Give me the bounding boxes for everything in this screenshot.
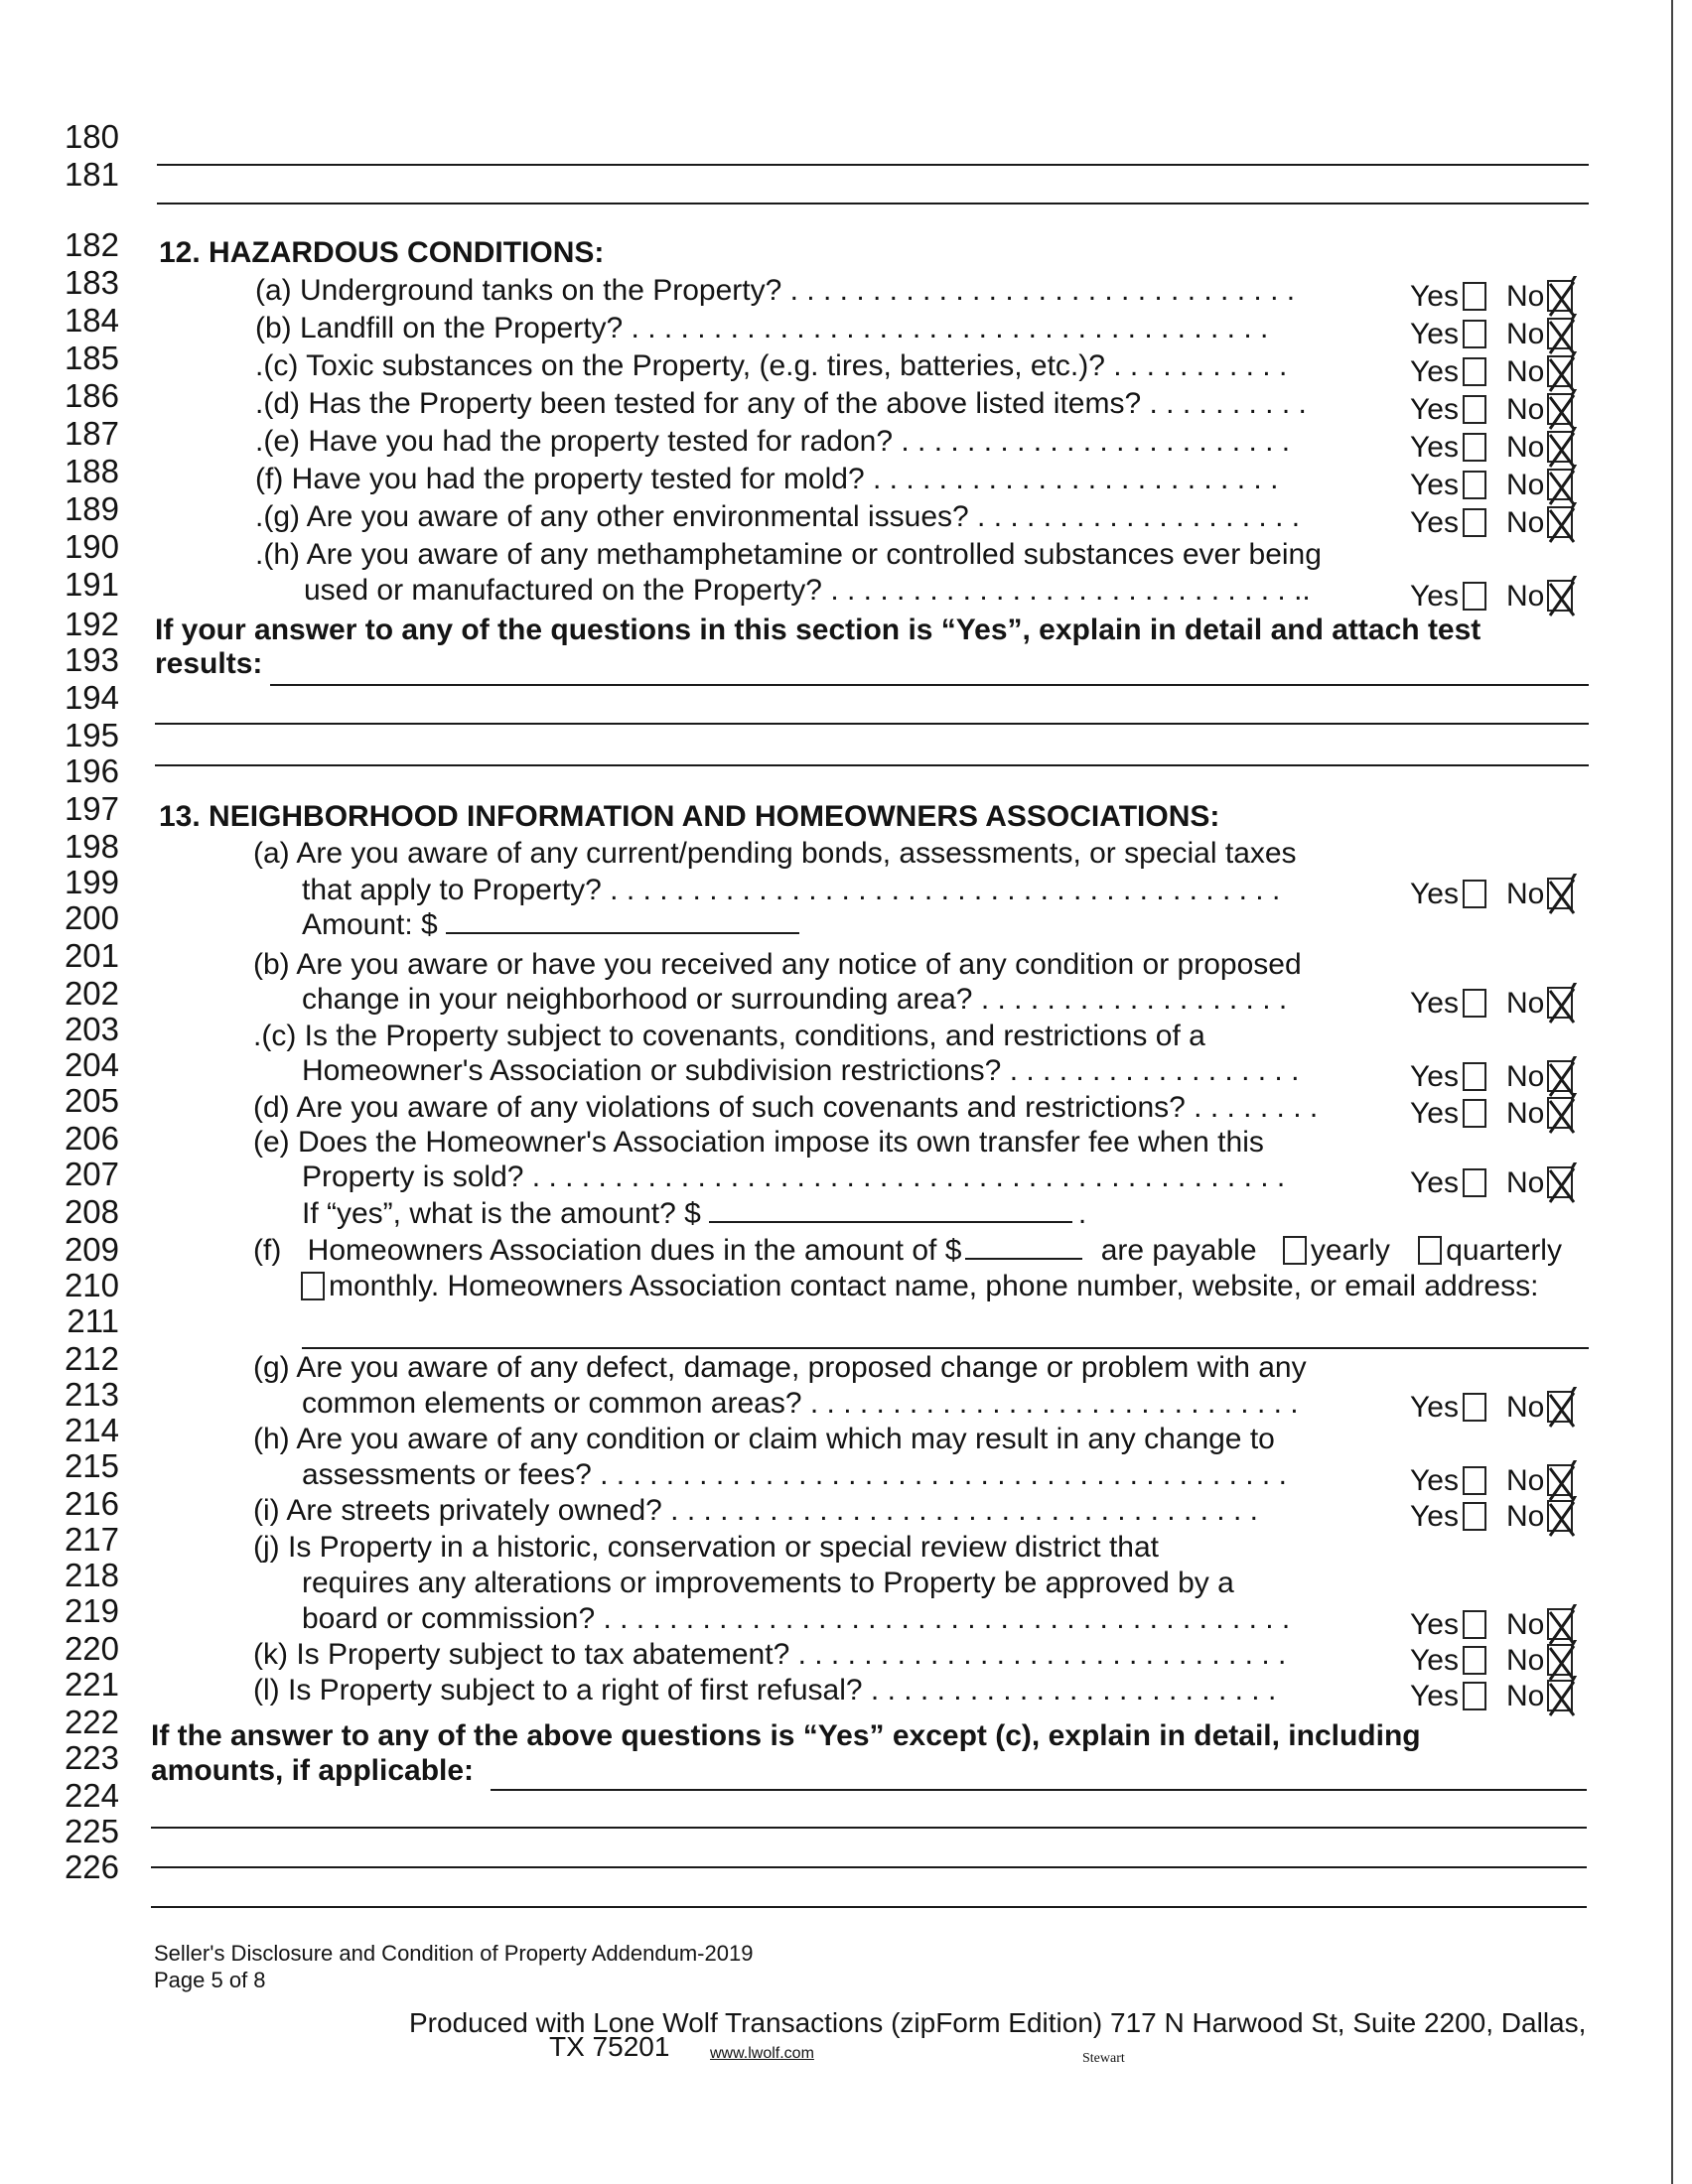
no-checkbox-checked[interactable] — [1547, 1391, 1573, 1423]
question-12h: .(h) Are you aware of any methamphetamine or controlled substances ever being — [255, 538, 1322, 571]
yes-checkbox[interactable] — [1463, 1393, 1486, 1422]
question-13c-cont: Homeowner's Association or subdivision restrictions? . . . . . . . . . . . . . . . . . . — [302, 1054, 1300, 1087]
line-number: 180 — [64, 118, 119, 155]
section-13-explain-amounts: amounts, if applicable: — [151, 1754, 475, 1787]
no-label: No — [1505, 1464, 1545, 1497]
yes-label: Yes — [1410, 1166, 1459, 1199]
answer-13c — [1410, 1060, 1573, 1094]
line-number: 195 — [64, 717, 119, 753]
yes-checkbox[interactable] — [1463, 395, 1486, 424]
line-number: 209 — [64, 1231, 119, 1268]
question-13c: .(c) Is the Property subject to covenants, conditions, and restrictions of a — [253, 1020, 1205, 1052]
no-label: No — [1505, 431, 1545, 464]
yes-checkbox[interactable] — [1463, 1610, 1486, 1639]
no-checkbox-checked[interactable] — [1547, 987, 1573, 1019]
line-number: 197 — [64, 790, 119, 827]
hoa-dues-field[interactable] — [965, 1234, 1082, 1260]
yes-label: Yes — [1410, 1097, 1459, 1130]
yes-checkbox[interactable] — [1463, 989, 1486, 1018]
transfer-fee-period: . — [1077, 1197, 1087, 1230]
explain-13-line-3 — [151, 1866, 1587, 1868]
line-number: 198 — [64, 828, 119, 865]
answer-13k — [1410, 1644, 1573, 1678]
line-number: 189 — [64, 490, 119, 527]
yes-label: Yes — [1410, 1680, 1459, 1712]
question-13a: (a) Are you aware of any current/pending bonds, assessments, or special taxes — [253, 837, 1297, 870]
no-checkbox-checked[interactable] — [1547, 318, 1573, 349]
question-12a: (a) Underground tanks on the Property? . . . . . . . . . . . . . . . . . . . . . . . . . . . . . . . — [255, 274, 1296, 307]
answer-12h — [1410, 580, 1573, 614]
footer-page-number: Page 5 of 8 — [154, 1968, 266, 1992]
line-number: 211 — [67, 1302, 119, 1339]
line-number: 212 — [64, 1340, 119, 1377]
question-13g-cont: common elements or common areas? . . . . . . . . . . . . . . . . . . . . . . . . . . . . . . — [302, 1387, 1299, 1420]
line-number: 225 — [64, 1813, 119, 1849]
no-checkbox-checked[interactable] — [1547, 878, 1573, 909]
yes-label: Yes — [1410, 1464, 1459, 1497]
line-number: 203 — [64, 1011, 119, 1047]
no-label: No — [1505, 393, 1545, 426]
line-number: 191 — [64, 566, 119, 603]
answer-13i — [1410, 1500, 1573, 1534]
no-label: No — [1505, 506, 1545, 539]
yes-checkbox[interactable] — [1463, 471, 1486, 499]
line-number: 217 — [64, 1521, 119, 1558]
yes-checkbox[interactable] — [1463, 582, 1486, 611]
line-number: 193 — [64, 641, 119, 678]
line-number: 201 — [64, 937, 119, 974]
line-number: 202 — [64, 975, 119, 1012]
hoa-payable-label: are payable — [1100, 1234, 1257, 1267]
no-checkbox-checked[interactable] — [1547, 1060, 1573, 1092]
answer-12f — [1410, 469, 1573, 502]
yearly-checkbox[interactable] — [1283, 1236, 1307, 1265]
monthly-label: monthly. Homeowners Association contact name, phone number, website, or email address: — [329, 1270, 1539, 1302]
quarterly-checkbox[interactable] — [1418, 1236, 1442, 1265]
question-13a-amount — [302, 908, 799, 942]
yes-checkbox[interactable] — [1463, 1502, 1486, 1531]
answer-12c — [1410, 355, 1573, 389]
yes-label: Yes — [1410, 506, 1459, 539]
no-checkbox-checked[interactable] — [1547, 1608, 1573, 1640]
no-checkbox-checked[interactable] — [1547, 506, 1573, 538]
line-number: 219 — [64, 1592, 119, 1629]
amount-field[interactable] — [446, 908, 799, 934]
yes-checkbox[interactable] — [1463, 433, 1486, 462]
answer-13a — [1410, 878, 1573, 911]
line-number: 221 — [64, 1666, 119, 1703]
answer-13h — [1410, 1464, 1573, 1498]
explain-13-line-2 — [151, 1827, 1587, 1829]
line-number: 204 — [64, 1046, 119, 1083]
line-number: 190 — [64, 528, 119, 565]
yes-checkbox[interactable] — [1463, 1646, 1486, 1675]
no-label: No — [1505, 878, 1545, 910]
no-checkbox-checked[interactable] — [1547, 1166, 1573, 1198]
question-13l: (l) Is Property subject to a right of first refusal? . . . . . . . . . . . . . . . . . . . . . . . . . — [253, 1674, 1277, 1706]
question-12g: .(g) Are you aware of any other environmental issues? . . . . . . . . . . . . . . . . . . . . — [255, 500, 1301, 533]
question-13b-cont: change in your neighborhood or surrounding area? . . . . . . . . . . . . . . . . . . . — [302, 983, 1288, 1016]
question-13k: (k) Is Property subject to tax abatement? . . . . . . . . . . . . . . . . . . . . . . . . . . . . . . — [253, 1638, 1287, 1671]
question-13j-cont2: board or commission? . . . . . . . . . . . . . . . . . . . . . . . . . . . . . . . . . . . . . . . . . . — [302, 1602, 1291, 1635]
no-checkbox-checked[interactable] — [1547, 469, 1573, 500]
question-13e-cont: Property is sold? . . . . . . . . . . . . . . . . . . . . . . . . . . . . . . . . . . . . . . . . . . . . . . — [302, 1160, 1286, 1193]
answer-13l — [1410, 1680, 1573, 1713]
no-label: No — [1505, 469, 1545, 501]
yes-label: Yes — [1410, 1608, 1459, 1641]
hoa-contact-line — [302, 1347, 1589, 1349]
line-number: 223 — [64, 1739, 119, 1776]
yes-label: Yes — [1410, 318, 1459, 350]
footer-name: Stewart — [1082, 2051, 1125, 2066]
question-12h-cont: used or manufactured on the Property? . . . . . . . . . . . . . . . . . . . . . . . . . . . . .. — [304, 574, 1311, 607]
answer-13d — [1410, 1097, 1573, 1131]
line-number: 224 — [64, 1777, 119, 1814]
yes-checkbox[interactable] — [1463, 1168, 1486, 1197]
line-number: 181 — [64, 156, 119, 193]
question-13d: (d) Are you aware of any violations of such covenants and restrictions? . . . . . . . . — [253, 1091, 1319, 1124]
hoa-dues-label: Homeowners Association dues in the amount of $ — [307, 1234, 962, 1267]
blank-line-180 — [157, 164, 1589, 166]
section-12-explain-results: results: — [155, 647, 263, 680]
answer-12a — [1410, 280, 1573, 314]
no-checkbox-checked[interactable] — [1547, 393, 1573, 425]
no-label: No — [1505, 987, 1545, 1020]
line-number: 222 — [64, 1704, 119, 1740]
answer-12e — [1410, 431, 1573, 465]
monthly-checkbox[interactable] — [301, 1272, 325, 1300]
question-13f-prefix: (f) — [253, 1234, 282, 1267]
yes-label: Yes — [1410, 469, 1459, 501]
no-label: No — [1505, 1060, 1545, 1093]
no-checkbox-checked[interactable] — [1547, 1644, 1573, 1676]
no-label: No — [1505, 580, 1545, 613]
yes-label: Yes — [1410, 878, 1459, 910]
answer-12d — [1410, 393, 1573, 427]
yes-label: Yes — [1410, 580, 1459, 613]
no-label: No — [1505, 1097, 1545, 1130]
line-number: 187 — [64, 415, 119, 452]
question-13a-cont: that apply to Property? . . . . . . . . . . . . . . . . . . . . . . . . . . . . . . . . . . . . . . . . . — [302, 874, 1281, 906]
question-13h: (h) Are you aware of any condition or claim which may result in any change to — [253, 1423, 1275, 1455]
quarterly-label: quarterly — [1446, 1234, 1562, 1267]
answer-13b — [1410, 987, 1573, 1021]
question-13j-cont: requires any alterations or improvements to Property be approved by a — [302, 1567, 1234, 1599]
yes-checkbox[interactable] — [1463, 1682, 1486, 1710]
footer-form-name: Seller's Disclosure and Condition of Property Addendum-2019 — [154, 1941, 754, 1966]
line-number: 213 — [64, 1376, 119, 1413]
yes-label: Yes — [1410, 393, 1459, 426]
section-13-explain: If the answer to any of the above questions is “Yes” except (c), explain in detail, including — [151, 1719, 1421, 1752]
yes-checkbox[interactable] — [1463, 320, 1486, 348]
no-checkbox-checked[interactable] — [1547, 1500, 1573, 1532]
line-number: 220 — [64, 1630, 119, 1667]
question-12f: (f) Have you had the property tested for mold? . . . . . . . . . . . . . . . . . . . . . . . . . — [255, 463, 1279, 495]
line-number: 188 — [64, 453, 119, 489]
line-number: 218 — [64, 1557, 119, 1593]
yes-checkbox[interactable] — [1463, 880, 1486, 908]
line-number: 206 — [64, 1120, 119, 1157]
no-label: No — [1505, 1391, 1545, 1424]
line-number: 207 — [64, 1156, 119, 1192]
no-label: No — [1505, 280, 1545, 313]
footer-produced-by: Produced with Lone Wolf Transactions (zipForm Edition) 717 N Harwood St, Suite 2200, Dallas, — [409, 2007, 1587, 2038]
question-13b: (b) Are you aware or have you received any notice of any condition or proposed — [253, 948, 1302, 981]
no-checkbox-checked[interactable] — [1547, 1680, 1573, 1711]
question-13e-amount — [302, 1197, 1086, 1231]
answer-13e — [1410, 1166, 1573, 1200]
explain-12-line-1 — [270, 684, 1589, 686]
explain-13-line-4 — [151, 1906, 1587, 1908]
question-13e: (e) Does the Homeowner's Association impose its own transfer fee when this — [253, 1126, 1264, 1159]
blank-line-181 — [157, 203, 1589, 205]
no-checkbox-checked[interactable] — [1547, 431, 1573, 463]
question-13j: (j) Is Property in a historic, conservation or special review district that — [253, 1531, 1159, 1564]
line-number: 215 — [64, 1447, 119, 1484]
answer-13j — [1410, 1608, 1573, 1642]
answer-12g — [1410, 506, 1573, 540]
amount-label: Amount: $ — [302, 908, 438, 941]
yes-checkbox[interactable] — [1463, 1099, 1486, 1128]
yearly-label: yearly — [1310, 1234, 1390, 1267]
line-number: 196 — [64, 752, 119, 789]
line-number: 214 — [64, 1412, 119, 1448]
line-number: 194 — [64, 679, 119, 716]
no-label: No — [1505, 1166, 1545, 1199]
line-number: 184 — [64, 302, 119, 339]
question-13h-cont: assessments or fees? . . . . . . . . . . . . . . . . . . . . . . . . . . . . . . . . . . . . . . . . . . — [302, 1458, 1287, 1491]
line-number: 192 — [64, 606, 119, 642]
line-number: 210 — [64, 1267, 119, 1303]
no-label: No — [1505, 1680, 1545, 1712]
line-number: 205 — [64, 1082, 119, 1119]
answer-12b — [1410, 318, 1573, 351]
question-13f — [253, 1234, 1562, 1268]
yes-label: Yes — [1410, 431, 1459, 464]
question-13f-cont — [301, 1270, 1538, 1303]
section-12-heading: 12. HAZARDOUS CONDITIONS: — [159, 236, 605, 269]
line-number: 186 — [64, 377, 119, 414]
yes-label: Yes — [1410, 355, 1459, 388]
section-12-explain: If your answer to any of the questions in this section is “Yes”, explain in detail and attach test — [155, 614, 1481, 646]
yes-label: Yes — [1410, 280, 1459, 313]
yes-checkbox[interactable] — [1463, 508, 1486, 537]
question-12e: .(e) Have you had the property tested for radon? . . . . . . . . . . . . . . . . . . . . . . . . — [255, 425, 1291, 458]
line-number: 183 — [64, 264, 119, 301]
yes-checkbox[interactable] — [1463, 357, 1486, 386]
footer-address-line-2: TX 75201 — [549, 2031, 670, 2062]
question-13i: (i) Are streets privately owned? . . . . . . . . . . . . . . . . . . . . . . . . . . . . . . . . . . . . — [253, 1494, 1258, 1527]
line-number: 216 — [64, 1485, 119, 1522]
yes-checkbox[interactable] — [1463, 1062, 1486, 1091]
yes-label: Yes — [1410, 1500, 1459, 1533]
yes-label: Yes — [1410, 1391, 1459, 1424]
no-label: No — [1505, 318, 1545, 350]
line-number: 185 — [64, 340, 119, 376]
explain-13-line-1 — [491, 1789, 1587, 1791]
footer-url[interactable]: www.lwolf.com — [710, 2045, 814, 2062]
line-number: 200 — [64, 899, 119, 936]
line-number: 208 — [64, 1193, 119, 1230]
section-13-heading: 13. NEIGHBORHOOD INFORMATION AND HOMEOWNERS ASSOCIATIONS: — [159, 800, 1220, 833]
line-number: 199 — [64, 864, 119, 900]
explain-12-line-3 — [155, 764, 1589, 766]
explain-12-line-2 — [155, 723, 1589, 725]
answer-13g — [1410, 1391, 1573, 1425]
question-12c: .(c) Toxic substances on the Property, (e.g. tires, batteries, etc.)? . . . . . . . . . . . — [255, 349, 1288, 382]
page-edge-line — [1671, 0, 1673, 2184]
yes-label: Yes — [1410, 987, 1459, 1020]
no-checkbox-checked[interactable] — [1547, 1097, 1573, 1129]
no-checkbox-checked[interactable] — [1547, 355, 1573, 387]
question-13g: (g) Are you aware of any defect, damage, proposed change or problem with any — [253, 1351, 1307, 1384]
no-label: No — [1505, 1644, 1545, 1677]
no-label: No — [1505, 355, 1545, 388]
no-checkbox-checked[interactable] — [1547, 1464, 1573, 1496]
transfer-fee-field[interactable] — [709, 1197, 1072, 1223]
question-12d: .(d) Has the Property been tested for any of the above listed items? . . . . . . . . . . — [255, 387, 1307, 420]
yes-checkbox[interactable] — [1463, 282, 1486, 311]
transfer-fee-label: If “yes”, what is the amount? $ — [302, 1197, 701, 1230]
no-checkbox-checked[interactable] — [1547, 280, 1573, 312]
line-number: 226 — [64, 1848, 119, 1885]
yes-label: Yes — [1410, 1060, 1459, 1093]
no-label: No — [1505, 1500, 1545, 1533]
line-number: 182 — [64, 226, 119, 263]
no-label: No — [1505, 1608, 1545, 1641]
no-checkbox-checked[interactable] — [1547, 580, 1573, 612]
yes-checkbox[interactable] — [1463, 1466, 1486, 1495]
yes-label: Yes — [1410, 1644, 1459, 1677]
question-12b: (b) Landfill on the Property? . . . . . . . . . . . . . . . . . . . . . . . . . . . . . . . . . . . . . . . — [255, 312, 1269, 344]
